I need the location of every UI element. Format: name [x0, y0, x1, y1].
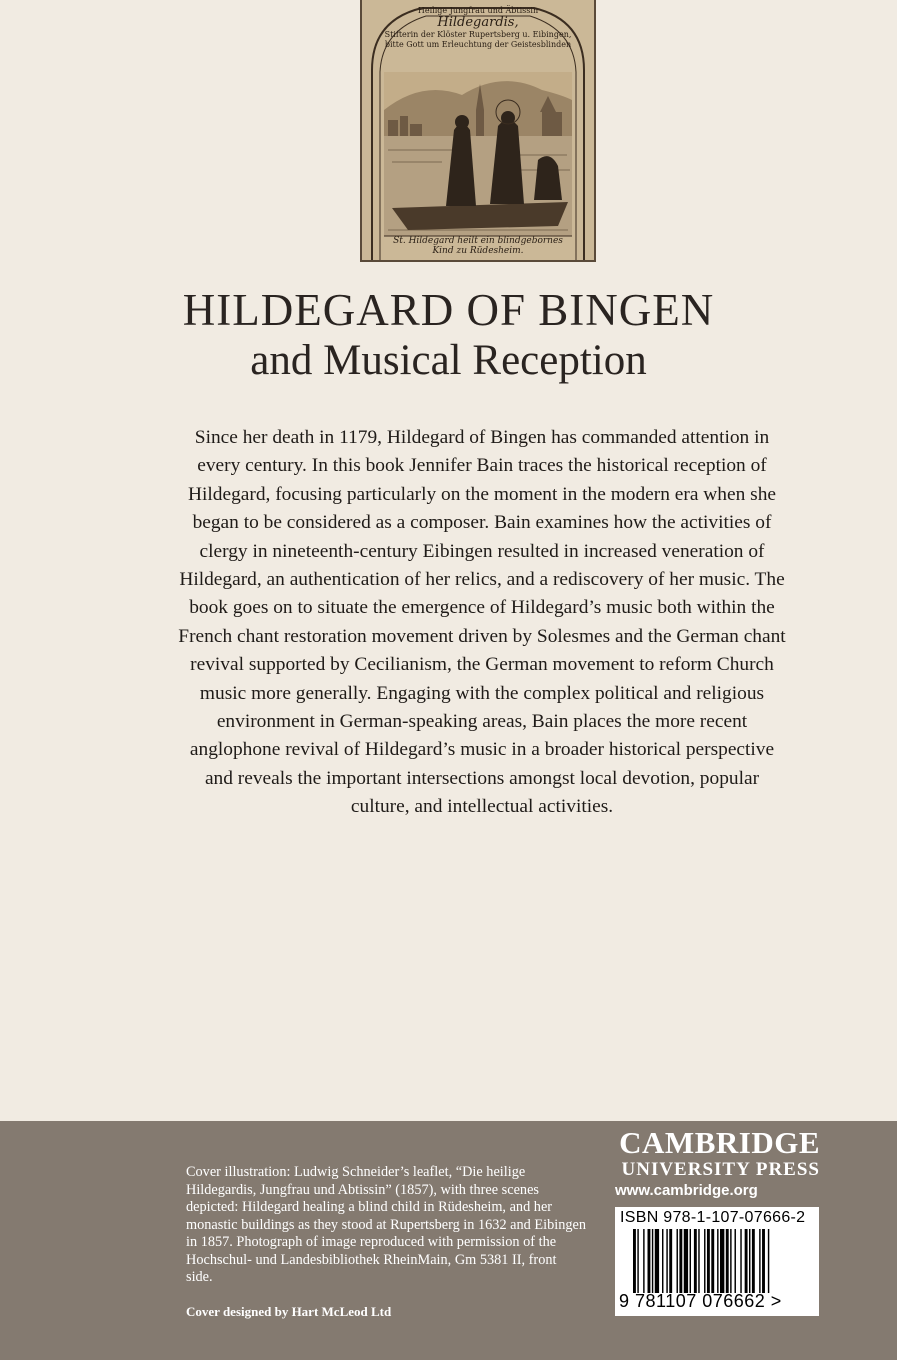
barcode-bar — [704, 1229, 705, 1293]
barcode-bar — [759, 1229, 760, 1293]
barcode-panel — [615, 1207, 819, 1316]
isbn-label: ISBN 978-1-107-07666-2 — [620, 1209, 806, 1226]
barcode-bar — [694, 1229, 697, 1293]
publisher-url: www.cambridge.org — [615, 1182, 758, 1199]
publisher-subname: UNIVERSITY PRESS — [621, 1159, 820, 1180]
barcode-bar — [684, 1229, 688, 1293]
illustration-bottom-caption: St. Hildegard heilt ein blindgebornes Kind zu Rüdesheim. — [393, 236, 563, 256]
barcode-bar — [735, 1229, 736, 1293]
illustration-caption-line: Heilige Jungfrau und Äbtissin — [417, 6, 539, 15]
barcode-bar — [655, 1229, 659, 1293]
cover-illustration — [360, 0, 596, 262]
cover-credits: Cover illustration: Ludwig Schneider’s leaflet, “Die heilige Hildegardis, Jungfrau und Abtissin” (1857), with three scenes depicted: Hildegard healing a blind child in Rüdesheim, and her monastic buildings as they stood at Rupertsberg in 1632 and Eibingen in 1857. Photograph of image reproduced with permission of the Hochschul- und Landesbibliothek RheinMain, Gm 5381 II, front side. — [186, 1164, 586, 1285]
barcode-bar — [637, 1229, 638, 1293]
barcode-bar — [643, 1229, 644, 1293]
barcode-bar — [690, 1229, 691, 1293]
barcode-bar — [749, 1229, 750, 1293]
barcode-bar — [726, 1229, 729, 1293]
illustration-caption-name: Hildegardis, — [437, 15, 519, 30]
barcode-bar — [677, 1229, 678, 1293]
barcode-bar — [648, 1229, 651, 1293]
barcode-bar — [768, 1229, 769, 1293]
barcode-image — [619, 1229, 815, 1293]
barcode-bar — [633, 1229, 636, 1293]
barcode-bar — [762, 1229, 765, 1293]
barcode-bar — [730, 1229, 731, 1293]
barcode-bar — [707, 1229, 710, 1293]
publisher-name: CAMBRIDGE — [619, 1125, 820, 1160]
barcode-bar — [698, 1229, 699, 1293]
barcode-bar — [752, 1229, 755, 1293]
barcode-digits: 9 781107 076662 > — [619, 1291, 782, 1311]
illustration-top-caption — [362, 6, 594, 50]
barcode-bar — [717, 1229, 718, 1293]
book-subtitle: and Musical Reception — [250, 337, 647, 384]
barcode-bar — [679, 1229, 682, 1293]
barcode-bar — [745, 1229, 748, 1293]
barcode-bar — [666, 1229, 667, 1293]
illustration-caption-line: bitte Gott um Erleuchtung der Geistesblinden — [384, 40, 572, 49]
barcode-bar — [652, 1229, 653, 1293]
barcode-bar — [711, 1229, 714, 1293]
barcode-bar — [662, 1229, 663, 1293]
barcode-bar — [669, 1229, 672, 1293]
book-blurb: Since her death in 1179, Hildegard of Bingen has commanded attention in every century. In this book Jennifer Bain traces the historical reception of Hildegard, focusing particularly on the moment in the modern era when she began to be considered as a composer. Bain examines how the activities of clergy in nineteenth-century Eibingen resulted in increased veneration of Hildegard, an authentication of her relics, and a rediscovery of her music. The book goes on to situate the emergence of Hildegard’s music both within the French chant restoration movement driven by Solesmes and the German chant revival supported by Cecilianism, the German movement to reform Church music more generally. Engaging with the complex political and religious environment in German-speaking areas, Bain places the more recent anglophone revival of Hildegard’s music in a broader historical perspective and reveals the important intersections amongst local devotion, popular culture, and intellectual activities. — [178, 427, 786, 818]
cover-designer-credit: Cover designed by Hart McLeod Ltd — [186, 1304, 392, 1319]
book-title: HILDEGARD OF BINGEN — [182, 285, 715, 335]
barcode-bar — [720, 1229, 724, 1293]
illustration-caption-line: Stifterin der Klöster Rupertsberg u. Eibingen, — [384, 30, 572, 39]
publisher-logo — [598, 1126, 820, 1180]
barcode-bar — [740, 1229, 741, 1293]
